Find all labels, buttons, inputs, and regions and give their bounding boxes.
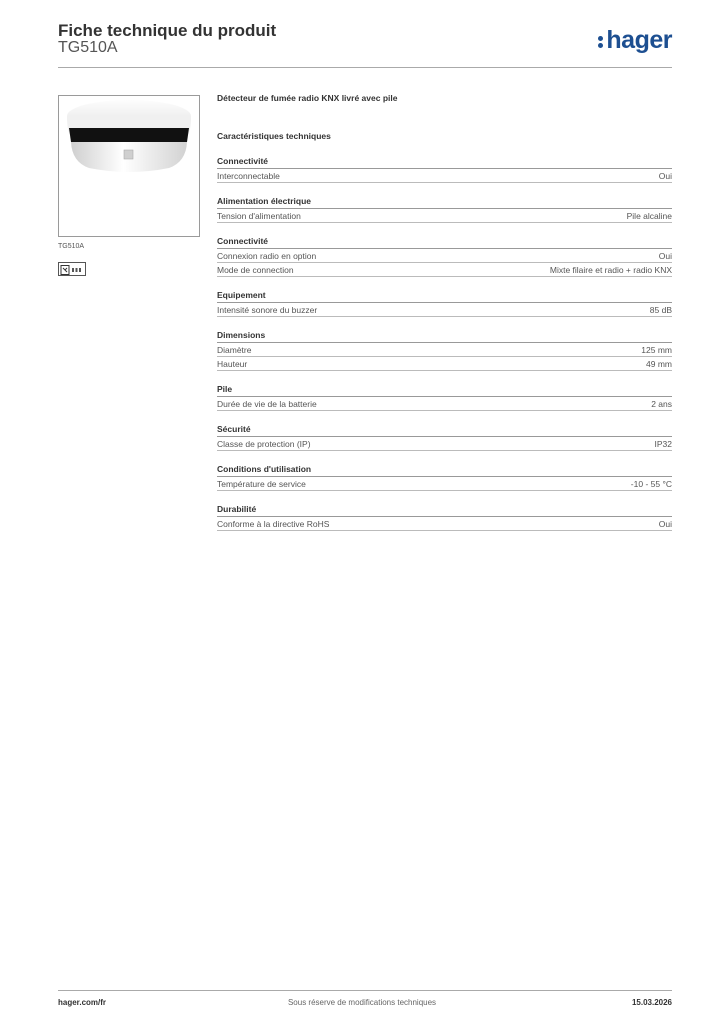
- spec-row: [217, 169, 672, 183]
- spec-row: [217, 477, 672, 491]
- product-code-caption: TG510A: [58, 243, 85, 250]
- spec-label: Intensité sonore du buzzer: [217, 305, 318, 315]
- spec-row: [217, 397, 672, 411]
- spec-label: Durée de vie de la batterie: [217, 399, 317, 409]
- spec-value: Oui: [658, 251, 672, 261]
- spec-value: 49 mm: [646, 359, 672, 369]
- spec-value: -10 - 55 °C: [630, 479, 672, 489]
- footer-divider: [58, 990, 672, 991]
- spec-section: [217, 236, 672, 277]
- spec-row: [217, 343, 672, 357]
- spec-value: 85 dB: [649, 305, 672, 315]
- spec-label: Connexion radio en option: [217, 251, 317, 261]
- footer-date: 15.03.2026: [631, 998, 672, 1007]
- spec-row: [217, 437, 672, 451]
- footer-website-link[interactable]: hager.com/fr: [58, 998, 107, 1007]
- product-description: Détecteur de fumée radio KNX livré avec pile: [217, 93, 398, 103]
- spec-content: [217, 92, 672, 544]
- spec-label: Mode de connection: [217, 265, 294, 275]
- spec-section: [217, 196, 672, 223]
- spec-value: 125 mm: [641, 345, 672, 355]
- product-reference: TG510A: [58, 39, 118, 56]
- spec-row: [217, 517, 672, 531]
- spec-label: Interconnectable: [217, 171, 280, 181]
- spec-row: [217, 303, 672, 317]
- section-title: Equipement: [217, 290, 672, 303]
- spec-section: [217, 424, 672, 451]
- section-title: Conditions d'utilisation: [217, 464, 672, 477]
- spec-label: Tension d'alimentation: [217, 211, 301, 221]
- spec-row: [217, 357, 672, 371]
- brand-logo: [598, 28, 672, 53]
- spec-section: [217, 156, 672, 183]
- smoke-detector-icon: [59, 96, 199, 236]
- spec-value: Pile alcaline: [626, 211, 672, 221]
- product-image: [58, 95, 200, 237]
- logo-dots-icon: [598, 33, 604, 49]
- page-title: Fiche technique du produit: [58, 21, 277, 40]
- spec-label: Diamètre: [217, 345, 252, 355]
- knx-standard-icon: [58, 262, 86, 276]
- section-title: Durabilité: [217, 504, 672, 517]
- spec-section: [217, 384, 672, 411]
- spec-section: [217, 504, 672, 531]
- section-title: Pile: [217, 384, 672, 397]
- spec-label: Hauteur: [217, 359, 248, 369]
- spec-value: Oui: [658, 519, 672, 529]
- spec-section: [217, 290, 672, 317]
- section-title: Connectivité: [217, 236, 672, 249]
- spec-label: Température de service: [217, 479, 306, 489]
- spec-section: [217, 464, 672, 491]
- section-title: Sécurité: [217, 424, 672, 437]
- spec-label: Classe de protection (IP): [217, 439, 311, 449]
- spec-section: [217, 330, 672, 371]
- section-title: Alimentation électrique: [217, 196, 672, 209]
- footer-notice: Sous réserve de modifications techniques: [287, 998, 437, 1007]
- spec-value: IP32: [654, 439, 672, 449]
- logo-text: hager: [606, 26, 672, 54]
- spec-value: Oui: [658, 171, 672, 181]
- spec-row: [217, 209, 672, 223]
- section-title: Connectivité: [217, 156, 672, 169]
- spec-label: Conforme à la directive RoHS: [217, 519, 330, 529]
- spec-row: [217, 263, 672, 277]
- spec-value: 2 ans: [651, 399, 672, 409]
- spec-value: Mixte filaire et radio + radio KNX: [549, 265, 672, 275]
- specs-heading: Caractéristiques techniques: [217, 131, 331, 141]
- header-divider: [58, 67, 672, 68]
- section-title: Dimensions: [217, 330, 672, 343]
- spec-row: [217, 249, 672, 263]
